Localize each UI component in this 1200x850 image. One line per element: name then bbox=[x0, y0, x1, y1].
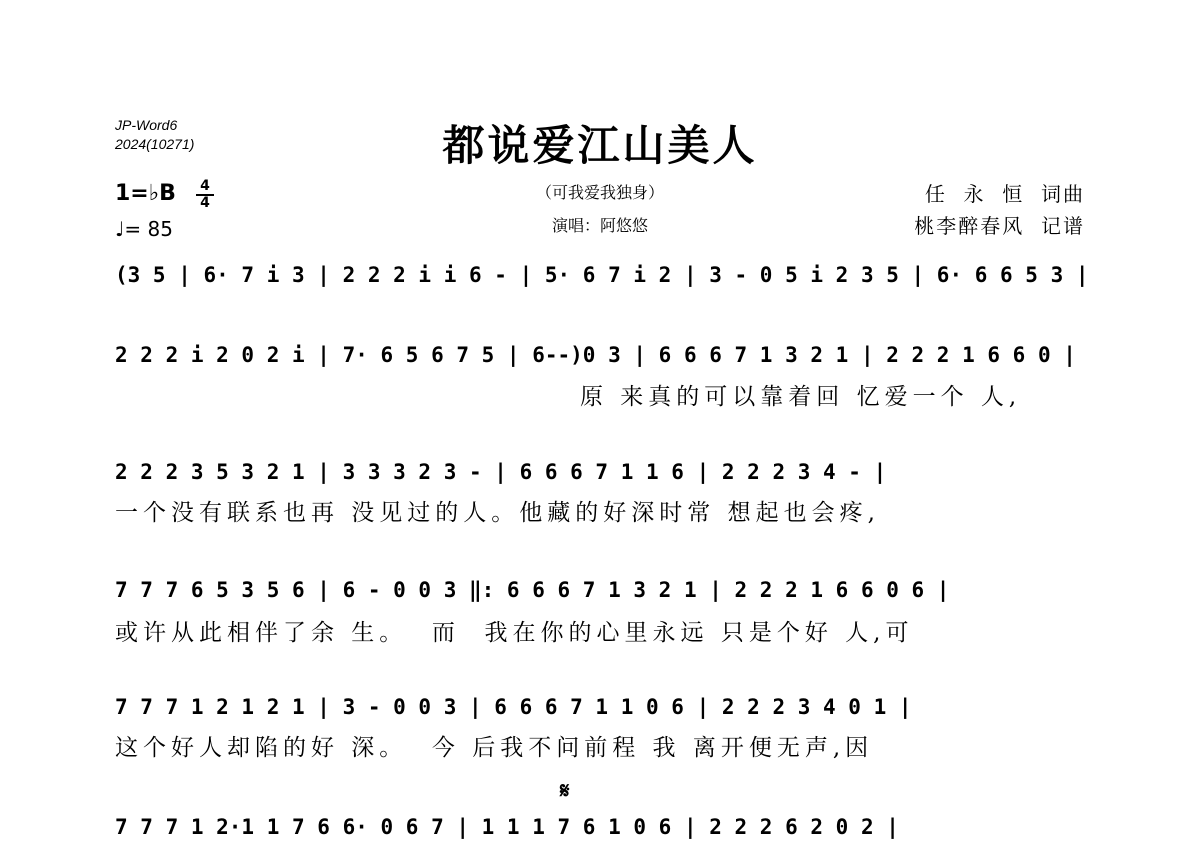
staff-line-1: (3 5 | 6· 7 i 3 | 2 2 2 i i 6 - | 5· 6 7 i 2 | 3 - 0 5 i 2 3 5 | 6· 6 6 5 3 | bbox=[115, 263, 1089, 287]
singer-credit: 演唱：阿悠悠 bbox=[551, 216, 648, 235]
subtitle: （可我爱我独身） bbox=[535, 183, 664, 202]
time-signature-bottom: 4 bbox=[200, 195, 210, 211]
lyric-line-5: 这个好人却陷的好 深。 今 后我不问前程 我 离开便无声,因 bbox=[115, 735, 874, 761]
staff-line-5: 7 7 7 1 2 1 2 1 | 3 - 0 0 3 | 6 6 6 7 1 1 0 6 | 2 2 2 3 4 0 1 | bbox=[115, 695, 912, 719]
staff-line-6: 7 7 7 1 2·1 1 7 6 6· 0 6 7 | 1 1 1 7 6 1 0 6 | 2 2 2 6 2 0 2 | bbox=[115, 815, 899, 839]
transcriber-credit: 桃李醉春风 记谱 bbox=[914, 214, 1085, 238]
time-signature-top: 4 bbox=[200, 178, 210, 194]
lyric-line-2: 原 来真的可以靠着回 忆爱一个 人, bbox=[580, 384, 1022, 410]
version-label: 2024(10271) bbox=[115, 136, 195, 152]
lyric-line-4: 或许从此相伴了余 生。 而 我在你的心里永远 只是个好 人,可 bbox=[115, 620, 914, 646]
staff-line-2: 2 2 2 i 2 0 2 i | 7· 6 5 6 7 5 | 6--)0 3 | 6 6 6 7 1 3 2 1 | 2 2 2 1 6 6 0 | bbox=[115, 343, 1076, 367]
tempo-marking: ♩= 85 bbox=[115, 217, 173, 241]
key-signature: 1=♭B bbox=[115, 181, 176, 206]
staff-line-4: 7 7 7 6 5 3 5 6 | 6 - 0 0 3 ‖: 6 6 6 7 1 3 2 1 | 2 2 2 1 6 6 0 6 | bbox=[115, 578, 950, 602]
time-signature bbox=[196, 180, 214, 210]
staff-line-3: 2 2 2 3 5 3 2 1 | 3 3 3 2 3 - | 6 6 6 7 1 1 6 | 2 2 2 3 4 - | bbox=[115, 460, 887, 484]
composer-credit: 任 永 恒 词曲 bbox=[924, 182, 1085, 206]
page-title: 都说爱江山美人 bbox=[442, 121, 758, 170]
software-label: JP-Word6 bbox=[115, 117, 178, 133]
segno-mark: 𝄋 bbox=[560, 778, 570, 804]
lyric-line-3: 一个没有联系也再 没见过的人。他藏的好深时常 想起也会疼, bbox=[115, 500, 880, 526]
